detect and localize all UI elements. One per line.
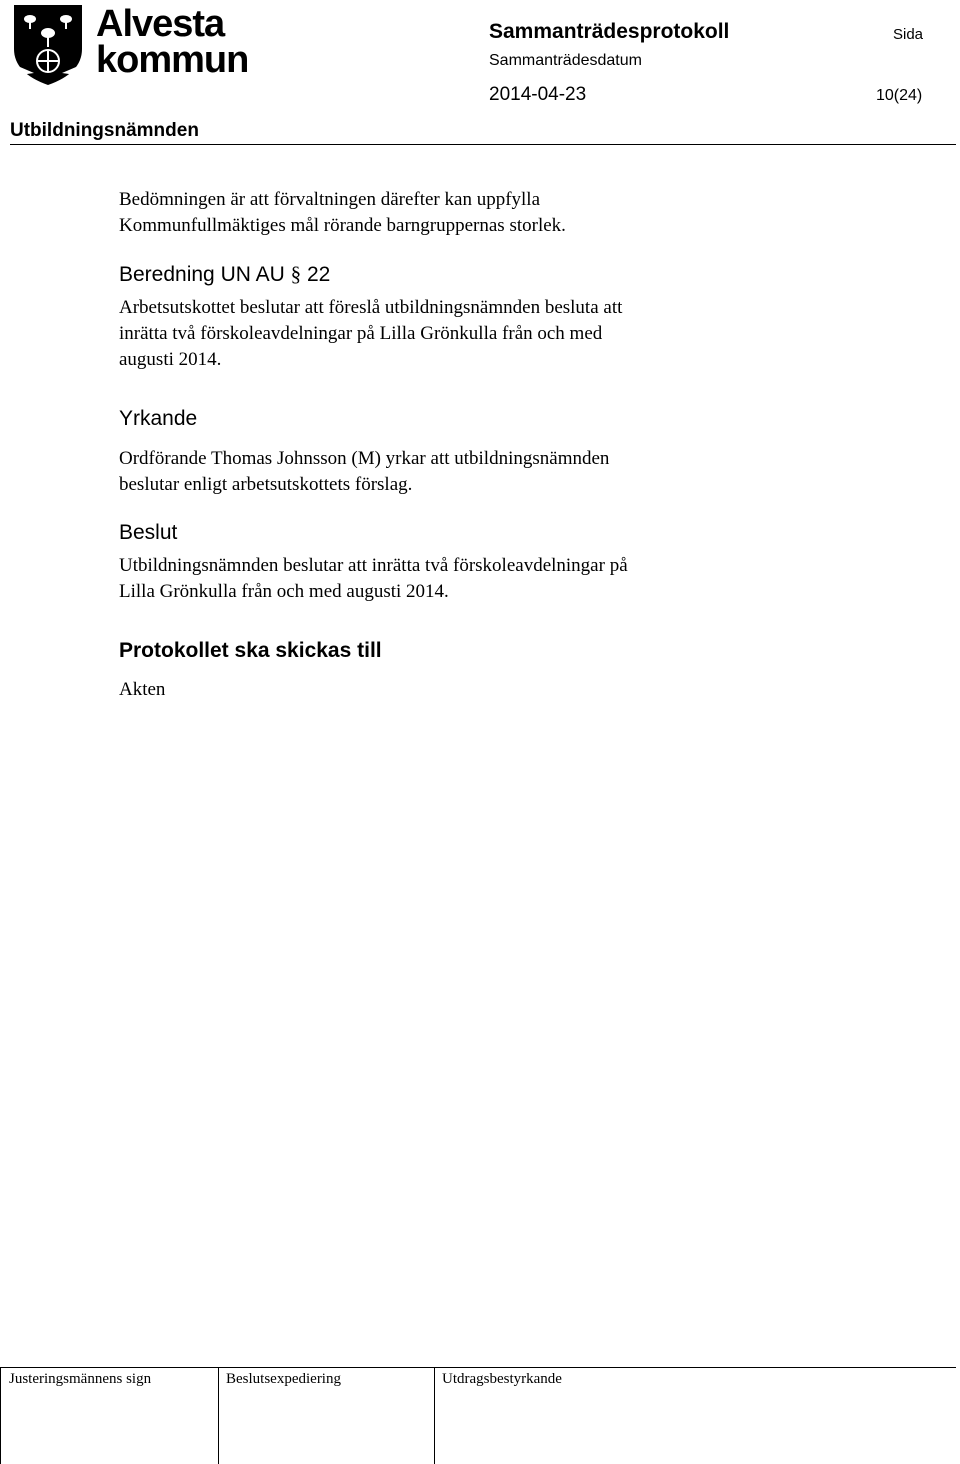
- beredning-heading-text: Beredning UN AU: [119, 263, 285, 286]
- beredning-heading: [119, 262, 330, 287]
- beredning-line-1: Arbetsutskottet beslutar att föreslå utbildningsnämnden besluta att: [119, 297, 623, 318]
- logo-text-alvesta: Alvesta: [96, 3, 225, 45]
- yrkande-line-1: Ordförande Thomas Johnsson (M) yrkar att utbildningsnämnden: [119, 448, 610, 469]
- footer-label-expediering: Beslutsexpediering: [226, 1371, 341, 1387]
- beslut-line-2: Lilla Grönkulla från och med augusti 2014.: [119, 581, 449, 602]
- beslut-heading: Beslut: [119, 521, 178, 544]
- footer-divider: [0, 1367, 956, 1368]
- page-number: 10(24): [876, 87, 923, 104]
- header-divider: [10, 144, 956, 145]
- footer-cell-expediering: [218, 1367, 219, 1464]
- beslut-line-1: Utbildningsnämnden beslutar att inrätta två förskoleavdelningar på: [119, 555, 628, 576]
- footer-cell-justering: [0, 1367, 1, 1464]
- meeting-date-value: 2014-04-23: [489, 84, 587, 105]
- footer-label-utdrag: Utdragsbestyrkande: [442, 1371, 562, 1387]
- footer-cell-utdrag: [434, 1367, 435, 1464]
- signature-footer: [0, 1367, 960, 1464]
- beredning-line-3: augusti 2014.: [119, 349, 222, 370]
- beredning-line-2: inrätta två förskoleavdelningar på Lilla Grönkulla från och med: [119, 323, 603, 344]
- document-title: Sammanträdesprotokoll: [489, 20, 730, 43]
- footer-label-justering: Justeringsmännens sign: [9, 1371, 152, 1387]
- intro-line-1: Bedömningen är att förvaltningen därefter kan uppfylla: [119, 189, 541, 210]
- recipients-heading: Protokollet ska skickas till: [119, 639, 382, 662]
- logo-text-kommun: kommun: [96, 39, 249, 81]
- section-sign: §: [290, 262, 302, 286]
- municipality-logo: [10, 3, 249, 87]
- yrkande-line-2: beslutar enligt arbetsutskottets förslag.: [119, 474, 413, 495]
- section-number: 22: [306, 263, 331, 286]
- intro-line-2: Kommunfullmäktiges mål rörande barngruppernas storlek.: [119, 215, 566, 236]
- committee-name: Utbildningsnämnden: [10, 120, 199, 141]
- page-label: Sida: [893, 26, 924, 43]
- yrkande-heading: Yrkande: [119, 407, 198, 430]
- recipients-line-1: Akten: [119, 679, 166, 700]
- meeting-date-label: Sammanträdesdatum: [489, 52, 642, 69]
- coat-of-arms-icon: [10, 3, 86, 87]
